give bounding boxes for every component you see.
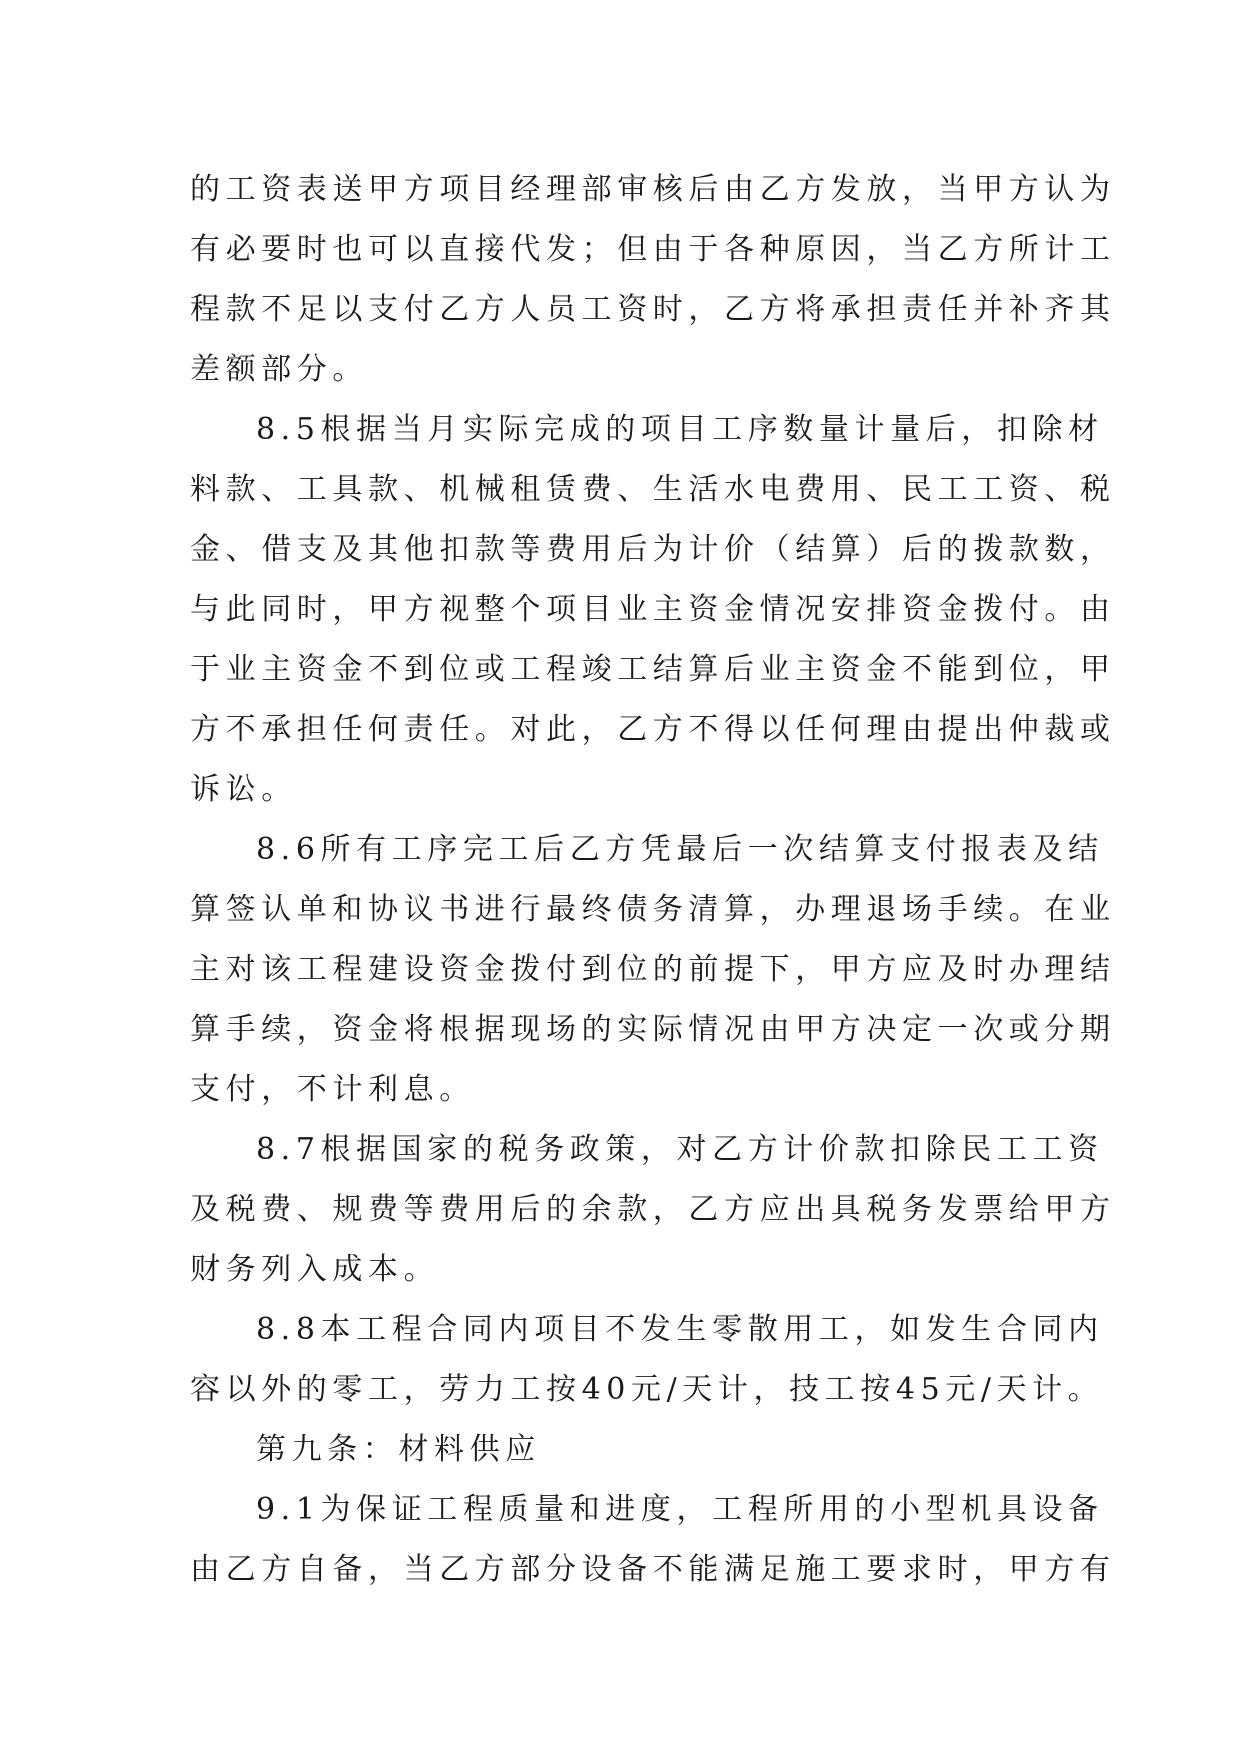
- text-line: 由乙方自备，当乙方部分设备不能满足施工要求时，甲方有: [190, 1552, 1116, 1587]
- text-line: 及税费、规费等费用后的余款，乙方应出具税务发票给甲方: [190, 1192, 1116, 1227]
- clause-9-1-first-line: 9.1为保证工程质量和进度，工程所用的小型机具设备: [256, 1492, 1104, 1527]
- clause-8-8-first-line: 8.8本工程合同内项目不发生零散用工，如发生合同内: [256, 1312, 1104, 1347]
- text-line: 差额部分。: [190, 352, 368, 387]
- text-line: 料款、工具款、机械租赁费、生活水电费用、民工工资、税: [190, 472, 1116, 507]
- text-line: 的工资表送甲方项目经理部审核后由乙方发放，当甲方认为: [190, 172, 1116, 207]
- text-line: 有必要时也可以直接代发；但由于各种原因，当乙方所计工: [190, 232, 1116, 267]
- text-line: 财务列入成本。: [190, 1252, 440, 1287]
- text-line: 容以外的零工，劳力工按40元/天计，技工按45元/天计。: [190, 1372, 1104, 1407]
- text-line: 程款不足以支付乙方人员工资时，乙方将承担责任并补齐其: [190, 292, 1116, 327]
- clause-8-5-first-line: 8.5根据当月实际完成的项目工序数量计量后，扣除材: [256, 412, 1104, 447]
- text-line: 方不承担任何责任。对此，乙方不得以任何理由提出仲裁或: [190, 712, 1116, 747]
- text-line: 诉讼。: [190, 772, 297, 807]
- text-line: 算手续，资金将根据现场的实际情况由甲方决定一次或分期: [190, 1012, 1116, 1047]
- text-line: 算签认单和协议书进行最终债务清算，办理退场手续。在业: [190, 892, 1116, 927]
- clause-8-7-first-line: 8.7根据国家的税务政策，对乙方计价款扣除民工工资: [256, 1132, 1104, 1167]
- text-line: 主对该工程建设资金拨付到位的前提下，甲方应及时办理结: [190, 952, 1116, 987]
- text-line: 金、借支及其他扣款等费用后为计价（结算）后的拨款数，: [190, 532, 1116, 567]
- text-line: 支付，不计利息。: [190, 1072, 475, 1107]
- clause-8-6-first-line: 8.6所有工序完工后乙方凭最后一次结算支付报表及结: [256, 832, 1104, 867]
- article-9-heading: 第九条：材料供应: [256, 1432, 541, 1467]
- text-line: 与此同时，甲方视整个项目业主资金情况安排资金拨付。由: [190, 592, 1116, 627]
- text-line: 于业主资金不到位或工程竣工结算后业主资金不能到位，甲: [190, 652, 1116, 687]
- contract-body-text: [190, 160, 1116, 1600]
